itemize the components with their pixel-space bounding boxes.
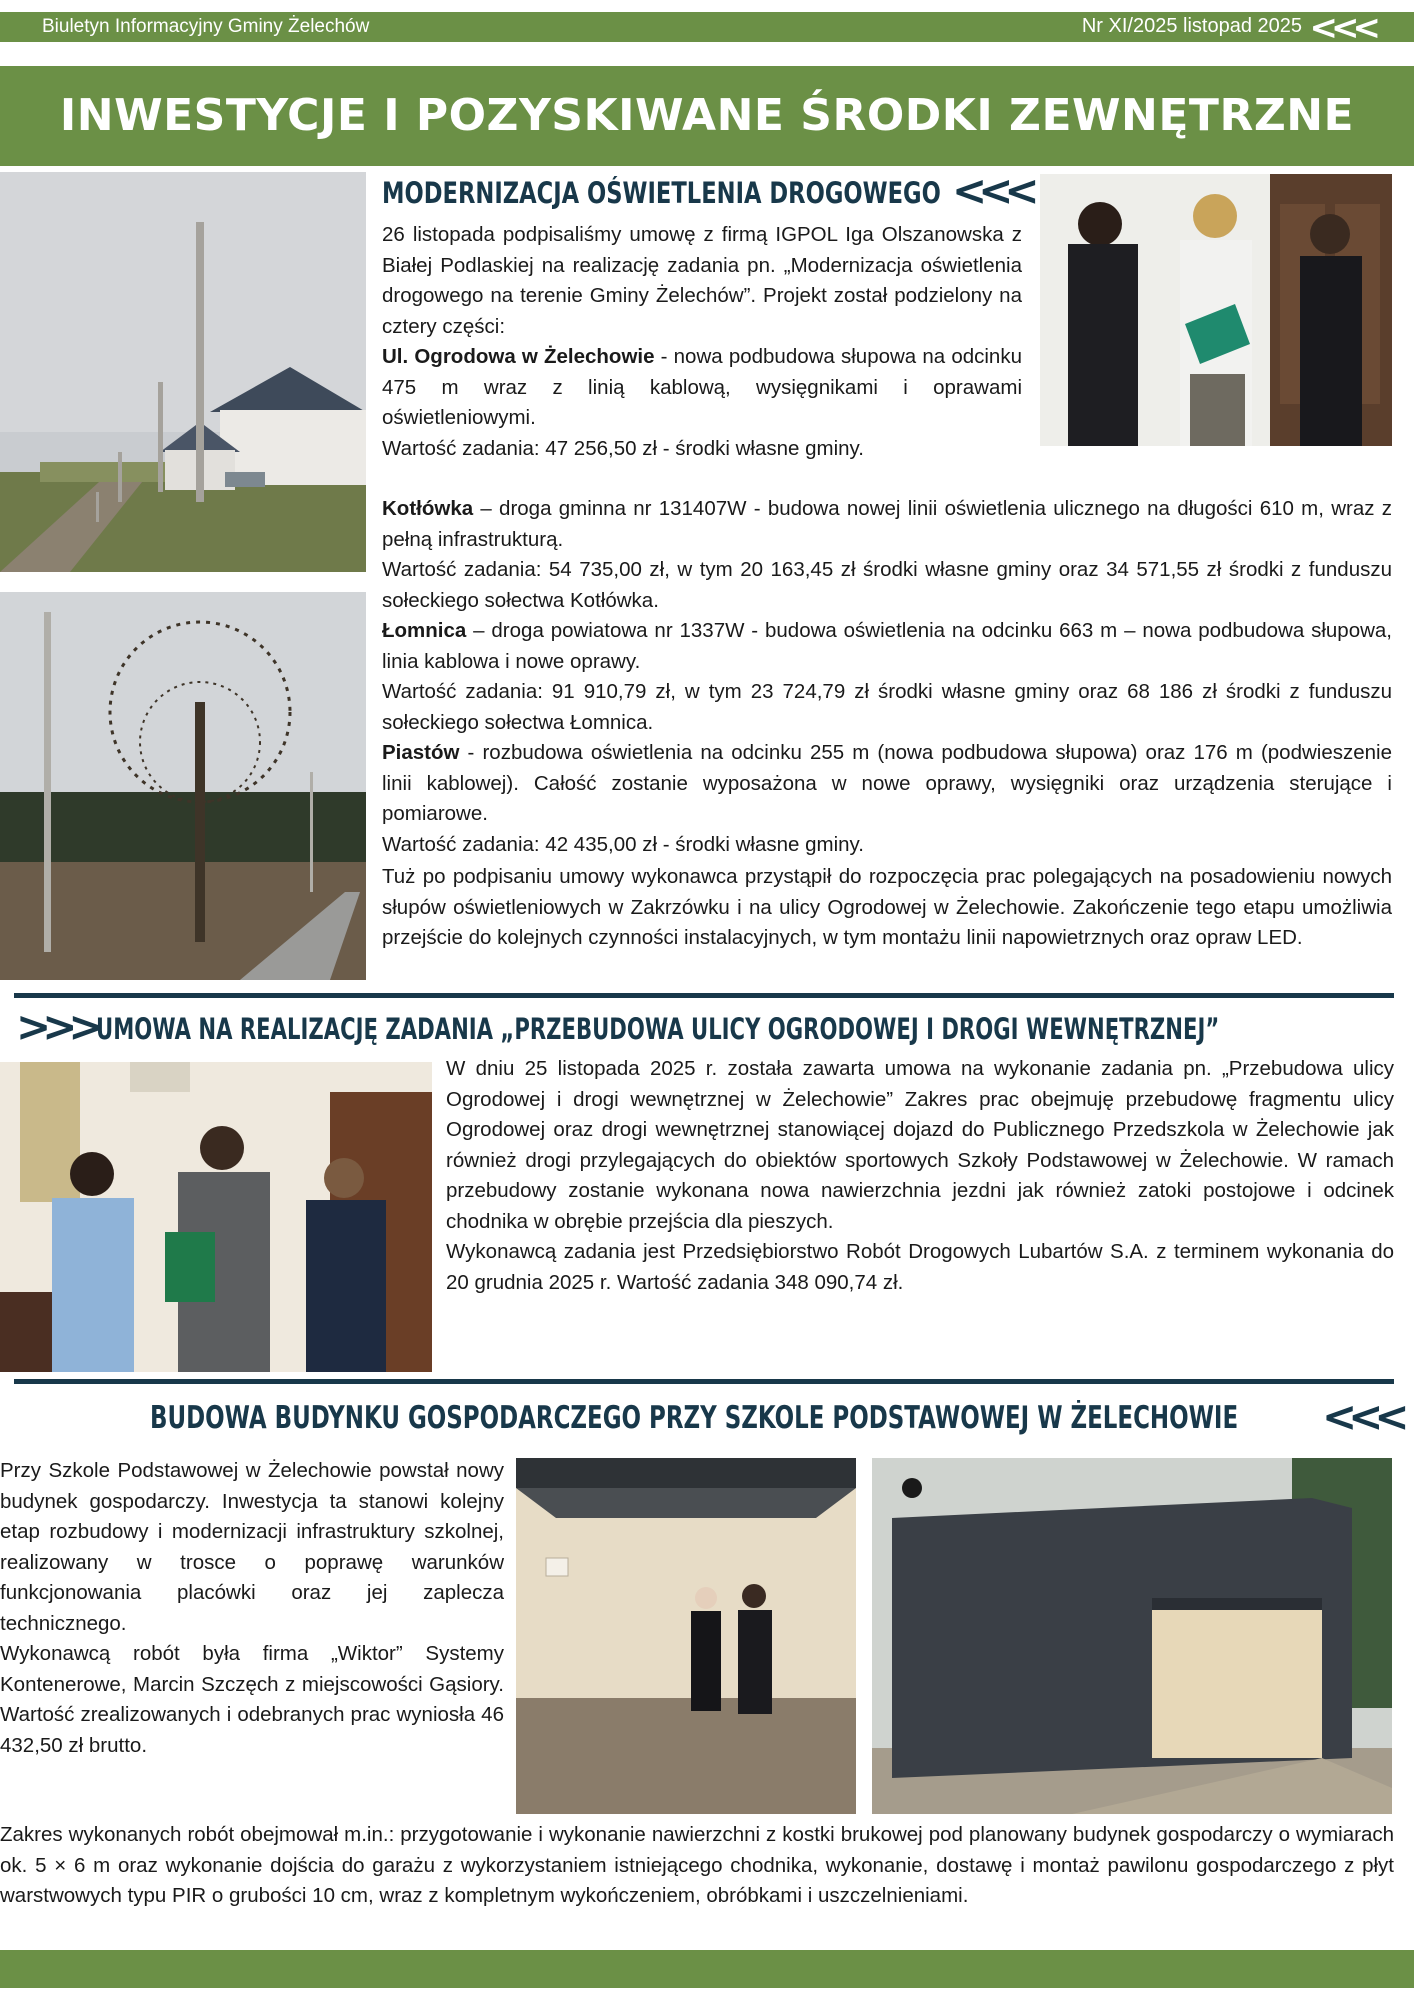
section3-para1: Przy Szkole Podstawowej w Żelechowie powstał nowy budynek gospodarczy. Inwestycja ta stanowi kolejny etap rozbudowy i modernizacji infrastruktury szkolnej, realizowany w trosce o poprawę warunków funkcjonowania placówki oraz jej zaplecza technicznego. bbox=[0, 1459, 504, 1635]
section1-part1 bbox=[382, 342, 1022, 434]
section1-part1-value: Wartość zadania: 47 256,50 zł - środki własne gminy. bbox=[382, 436, 864, 460]
section-banner bbox=[0, 66, 1414, 166]
section3-text-block bbox=[0, 1456, 504, 1761]
section2-heading: UMOWA NA REALIZACJĘ ZADANIA „PRZEBUDOWA ULICY OGRODOWEJ I DROGI WEWNĘTRZNEJ” bbox=[96, 1012, 1220, 1046]
header-bar bbox=[0, 8, 1414, 48]
issue-number: Nr XI/2025 listopad 2025 bbox=[1081, 15, 1302, 37]
section3-chevron-icon: <<< bbox=[1322, 1392, 1401, 1441]
section1-part4 bbox=[382, 738, 1392, 830]
section2-chevron-icon: >>> bbox=[16, 1002, 95, 1051]
section1-intro: 26 listopada podpisaliśmy umowę z firmą IGPOL Iga Olszanowska z Białej Podlaskiej na realizację zadania pn. „Modernizacja oświetlenia drogowego na terenie Gminy Żelechów”. Projekt został podzielony na cztery części: bbox=[382, 223, 1022, 338]
section1-chevron-icon: <<< bbox=[952, 166, 1031, 215]
part2-label: Kotłówka bbox=[382, 497, 474, 520]
section2-contractor: Wykonawcą zadania jest Przedsiębiorstwo Robót Drogowych Lubartów S.A. z terminem wykonania do 20 grudnia 2025 r. Wartość zadania 348 090,74 zł. bbox=[446, 1240, 1394, 1294]
contract-signing-photo bbox=[1040, 174, 1392, 446]
section1-part2-value: Wartość zadania: 54 735,00 zł, w tym 20 163,45 zł środki własne gminy oraz 34 571,55 zł środki z funduszu sołeckiego sołectwa Kotłówka. bbox=[382, 558, 1392, 612]
tree-lined-road-photo bbox=[0, 592, 366, 980]
part1-text: - nowa podbudowa słupowa na odcinku 475 m wraz z linią kablową, wysięgnikami i oprawami oświetleniowymi. bbox=[382, 345, 1022, 429]
part2-text: – droga gminna nr 131407W - budowa nowej linii oświetlenia ulicznego na długości 610 m, wraz z pełną infrastrukturą. bbox=[382, 497, 1392, 551]
divider-line bbox=[14, 993, 1394, 998]
section1-part3-value: Wartość zadania: 91 910,79 zł, w tym 23 724,79 zł środki własne gminy oraz 68 186 zł środki z funduszu sołeckiego sołectwa Łomnica. bbox=[382, 680, 1392, 734]
section1-closing: Tuż po podpisaniu umowy wykonawca przystąpił do rozpoczęcia prac polegających na posadowieniu nowych słupów oświetleniowych w Zakrzówku i na ulicy Ogrodowej w Żelechowie. Zakończenie tego etapu umożliwia przejście do kolejnych czynności instalacyjnych, w tym montażu linii napowietrznych oraz opraw LED. bbox=[382, 865, 1392, 949]
section3-scope-block bbox=[0, 1820, 1394, 1912]
garage-exterior-photo bbox=[872, 1458, 1392, 1814]
part4-label: Piastów bbox=[382, 741, 460, 764]
part3-text: – droga powiatowa nr 1337W - budowa oświetlenia na odcinku 663 m – nowa podbudowa słupowa, linia kablowa i nowe oprawy. bbox=[382, 619, 1392, 673]
section1-details-block bbox=[382, 494, 1392, 954]
part1-label: Ul. Ogrodowa w Żelechowie bbox=[382, 345, 655, 368]
road-contract-photo bbox=[0, 1062, 432, 1372]
header-chevron-icon: <<< bbox=[1309, 8, 1374, 48]
section3-heading: BUDOWA BUDYNKU GOSPODARCZEGO PRZY SZKOLE PODSTAWOWEJ W ŻELECHOWIE bbox=[150, 1400, 1239, 1436]
page-title: INWESTYCJE I POZYSKIWANE ŚRODKI ZEWNĘTRZNE bbox=[59, 90, 1355, 141]
part3-label: Łomnica bbox=[382, 619, 467, 642]
section1-intro-block bbox=[382, 220, 1022, 464]
publication-name: Biuletyn Informacyjny Gminy Żelechów bbox=[42, 16, 370, 37]
footer-bar bbox=[0, 1950, 1414, 1988]
section1-heading: MODERNIZACJA OŚWIETLENIA DROGOWEGO bbox=[382, 176, 941, 210]
section3-para3: Zakres wykonanych robót obejmował m.in.: przygotowanie i wykonanie nawierzchni z kostki brukowej pod planowany budynek gospodarczy o wymiarach ok. 5 × 6 m oraz wykonanie dojścia do garażu z wykorzystaniem istniejącego chodnika, wykonanie, dostawę i montaż pawilonu gospodarczego z płyt warstwowych typu PIR o grubości 10 cm, wraz z kompletnym wykończeniem, obróbkami i uszczelnieniami. bbox=[0, 1823, 1394, 1907]
section2-body-block bbox=[446, 1054, 1394, 1298]
section1-part3 bbox=[382, 616, 1392, 677]
garage-interior-photo bbox=[516, 1458, 856, 1814]
section3-para2: Wykonawcą robót była firma „Wiktor” Systemy Kontenerowe, Marcin Szczęch z miejscowości Gąsiory. Wartość zrealizowanych i odebranych prac wyniosła 46 432,50 zł brutto. bbox=[0, 1642, 504, 1757]
street-lighting-poles-photo bbox=[0, 172, 366, 572]
divider-line bbox=[14, 1379, 1394, 1384]
part4-text: - rozbudowa oświetlenia na odcinku 255 m (nowa podbudowa słupowa) oraz 176 m (podwieszenie linii kablowej). Całość zostanie wyposażona w nowe oprawy, wysięgniki oraz urządzenia sterujące i pomiarowe. bbox=[382, 741, 1392, 825]
section1-part2 bbox=[382, 494, 1392, 555]
section2-body: W dniu 25 listopada 2025 r. została zawarta umowa na wykonanie zadania pn. „Przebudowa ulicy Ogrodowej i drogi wewnętrznej w Żelechowie” Zakres prac obejmuję przebudowę fragmentu ulicy Ogrodowej oraz drogi wewnętrznej stanowiącej dojazd do Publicznego Przedszkola w Żelechowie jak również drogi przylegających do obiektów sportowych Szkoły Podstawowej w Żelechowie. W ramach przebudowy zostanie wykonana nowa nawierzchnia jezdni jak również zatoki postojowe i odcinek chodnika w obrębie przejścia dla pieszych. bbox=[446, 1057, 1394, 1233]
section1-part4-value: Wartość zadania: 42 435,00 zł - środki własne gminy. bbox=[382, 832, 864, 856]
